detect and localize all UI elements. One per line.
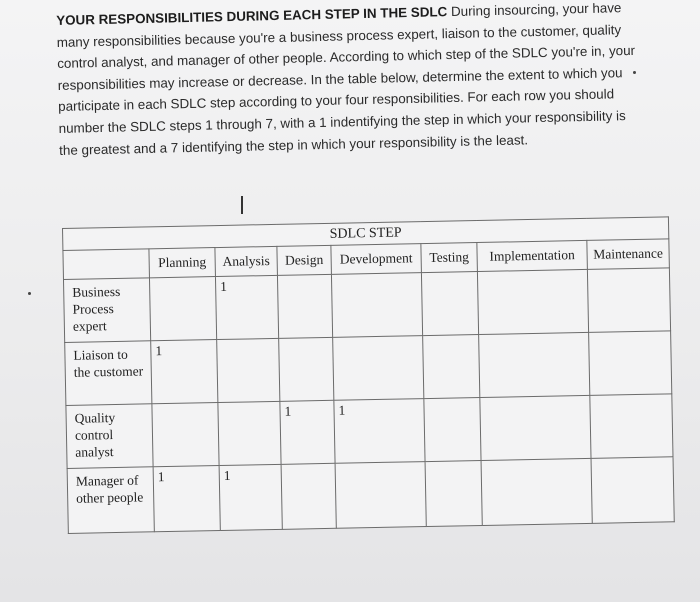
row-label-manager-of-other-people: Manager of other people (67, 467, 154, 534)
column-header-implementation: Implementation (477, 240, 588, 271)
sdlc-table-container (62, 216, 675, 534)
row-label-liaison-to-customer: Liaison to the customer (65, 341, 152, 406)
stray-dot (633, 71, 636, 74)
cell-design[interactable] (281, 463, 336, 529)
column-header-maintenance: Maintenance (587, 239, 670, 270)
cell-development[interactable] (333, 336, 424, 401)
cell-development[interactable] (331, 273, 422, 338)
row-label-business-process-expert: Business Process expert (63, 278, 150, 343)
cell-implementation[interactable] (480, 395, 591, 460)
column-header-planning: Planning (149, 248, 216, 278)
cell-planning[interactable]: 1 (151, 340, 218, 404)
cell-analysis[interactable]: 1 (219, 464, 282, 530)
cell-testing[interactable] (421, 272, 478, 336)
cell-design[interactable]: 1 (280, 400, 335, 464)
cell-implementation[interactable] (477, 269, 588, 334)
text-cursor-mark (241, 196, 243, 214)
cell-maintenance[interactable] (591, 457, 674, 524)
cell-planning[interactable] (149, 277, 216, 341)
table-row (65, 331, 672, 406)
cell-maintenance[interactable] (587, 268, 670, 333)
column-header-analysis: Analysis (215, 246, 278, 276)
table-title: SDLC STEP (63, 217, 669, 251)
cell-maintenance[interactable] (590, 394, 673, 459)
cell-development[interactable] (335, 462, 426, 529)
table-row (63, 268, 670, 343)
cell-maintenance[interactable] (589, 331, 672, 396)
cell-implementation[interactable] (479, 332, 590, 397)
cell-analysis[interactable] (218, 401, 281, 465)
cell-planning[interactable]: 1 (153, 466, 220, 532)
column-header-design: Design (277, 245, 332, 275)
instructions-heading: YOUR RESPONSIBILITIES DURING EACH STEP IN THE SDLC (56, 4, 448, 28)
stray-dot (28, 292, 31, 295)
header-corner-cell (63, 249, 150, 280)
sdlc-table (62, 216, 675, 534)
column-header-testing: Testing (421, 243, 478, 273)
cell-testing[interactable] (424, 398, 481, 462)
table-row (66, 394, 673, 469)
cell-development[interactable]: 1 (334, 399, 425, 464)
cell-testing[interactable] (425, 460, 482, 526)
cell-analysis[interactable]: 1 (215, 275, 278, 339)
cell-planning[interactable] (152, 403, 219, 467)
cell-analysis[interactable] (217, 338, 280, 402)
instructions-paragraph (56, 0, 639, 161)
column-header-development: Development (331, 244, 422, 275)
cell-design[interactable] (277, 274, 332, 338)
instructions-body: During insourcing, your have many responsibilities because you're a business process expert, liaison to the customer, quality control analyst, and manager of other people. According to which step of the SDLC you're in, your responsibilities may increase or decrease. In the table below, determine the extent to which you participate in each SDLC step according to your four responsibilities. For each row you should number the SDLC steps 1 through 7, with a 1 indentifying the step in which your responsibility is the greatest and a 7 identifying the step in which your responsibility is the least. (56, 0, 636, 158)
cell-design[interactable] (279, 337, 334, 401)
cell-implementation[interactable] (481, 458, 592, 525)
cell-testing[interactable] (423, 335, 480, 399)
table-row (67, 457, 674, 534)
row-label-quality-control-analyst: Quality control analyst (66, 404, 153, 469)
